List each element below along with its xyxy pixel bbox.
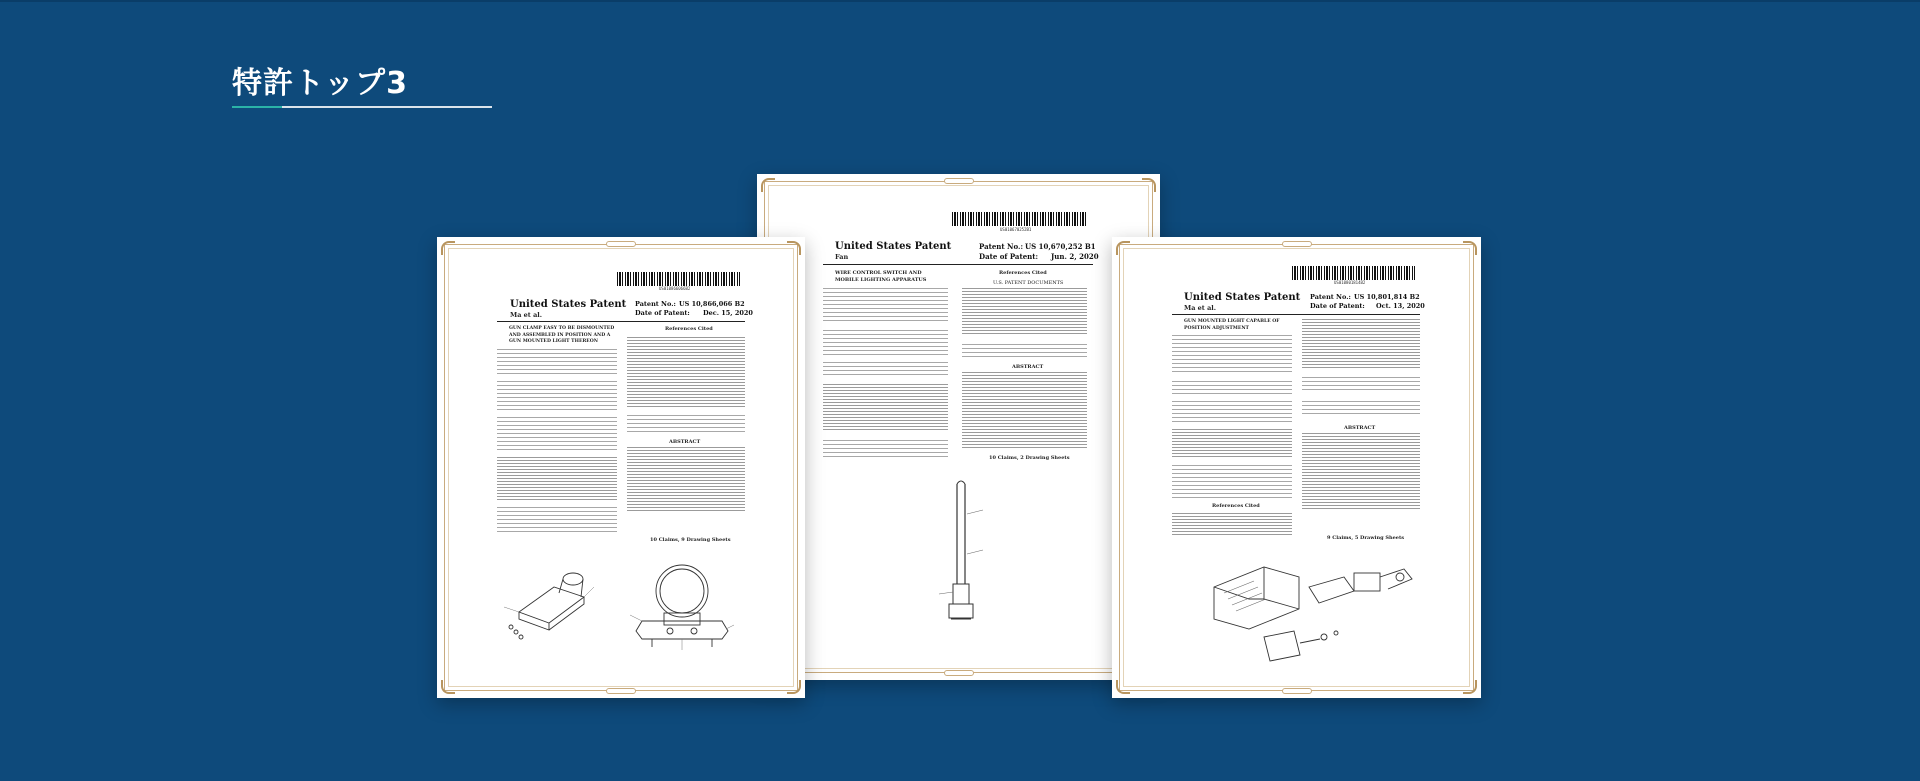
references-text (1172, 513, 1292, 535)
header-rule (823, 264, 1093, 265)
patent-card-3[interactable] (1112, 237, 1481, 698)
classification-search-text (823, 440, 948, 460)
barcode (617, 272, 740, 286)
page-title: 特許トップ3 (232, 66, 408, 101)
patent-office: United States Patent (510, 299, 627, 310)
top-ornament (944, 178, 974, 184)
top-ornament (1282, 241, 1312, 247)
barcode-number: US010866066B2 (659, 286, 691, 291)
invention-title: GUN CLAMP EASY TO BE DISMOUNTED AND ASSEMBLED IN POSITION AND A GUN MOUNTED LIGHT THEREON (509, 326, 615, 344)
bottom-ornament (1282, 688, 1312, 694)
references-heading: References Cited (665, 326, 713, 332)
date-label: Date of Patent: (1310, 302, 1365, 310)
classification-text (823, 384, 948, 432)
patent-date: Oct. 13, 2020 (1376, 302, 1425, 310)
date-label: Date of Patent: (635, 309, 690, 317)
biblio-text (823, 362, 948, 376)
corner-ornament (1463, 241, 1477, 255)
biblio-text (497, 381, 617, 411)
patent-office: United States Patent (1184, 292, 1301, 303)
us-docs-heading: U.S. PATENT DOCUMENTS (993, 280, 1064, 286)
bottom-ornament (606, 688, 636, 694)
top-ornament (606, 241, 636, 247)
inventor-short: Ma et al. (510, 311, 543, 319)
bottom-ornament (944, 670, 974, 676)
barcode-number: US010670252B1 (1000, 227, 1032, 232)
invention-title: WIRE CONTROL SWITCH AND MOBILE LIGHTING APPARATUS (835, 270, 927, 283)
references-text (962, 288, 1087, 336)
priority-text (497, 417, 617, 451)
patent-card-2[interactable] (757, 174, 1160, 680)
biblio-text (1172, 381, 1292, 395)
abstract-text (1302, 433, 1420, 509)
gun-clamp-drawing-right (622, 555, 752, 655)
gun-light-drawing (1204, 547, 1419, 667)
barcode-number: US010801814B2 (1334, 280, 1366, 285)
examiner-text (1302, 401, 1420, 417)
abstract-heading: ABSTRACT (1012, 364, 1044, 370)
corner-ornament (1116, 241, 1130, 255)
switch-drawing (927, 474, 1007, 634)
corner-ornament (761, 178, 775, 192)
corner-ornament (787, 241, 801, 255)
classification-search-text (497, 507, 617, 535)
priority-text (1172, 401, 1292, 423)
abstract-text (627, 447, 745, 513)
abstract-heading: ABSTRACT (1344, 425, 1376, 431)
abstract-text (962, 372, 1087, 450)
biblio-text (823, 330, 948, 356)
patent-number-label: Patent No.: (635, 300, 676, 308)
patent-office: United States Patent (835, 241, 952, 252)
biblio-text (1172, 335, 1292, 375)
patent-number: US 10,866,066 B2 (679, 300, 745, 308)
corner-ornament (1116, 680, 1130, 694)
corner-ornament (441, 680, 455, 694)
inventor-short: Ma et al. (1184, 304, 1217, 312)
header-rule (497, 321, 745, 322)
header-rule (1172, 314, 1420, 315)
examiner-text (627, 415, 745, 433)
claims-line: 9 Claims, 5 Drawing Sheets (1327, 535, 1405, 541)
invention-title: GUN MOUNTED LIGHT CAPABLE OF POSITION ADJUSTMENT (1184, 319, 1280, 331)
patent-number-label: Patent No.: (979, 242, 1024, 251)
title-underline (232, 106, 492, 108)
date-label: Date of Patent: (979, 252, 1039, 261)
corner-ornament (441, 241, 455, 255)
corner-ornament (1463, 680, 1477, 694)
barcode (1292, 266, 1415, 280)
classification-text (497, 457, 617, 501)
inventor-short: Fan (835, 253, 849, 261)
patent-number: US 10,801,814 B2 (1354, 293, 1420, 301)
examiner-text (962, 344, 1087, 358)
corner-ornament (1142, 178, 1156, 192)
claims-line: 10 Claims, 2 Drawing Sheets (989, 455, 1070, 461)
references-text (1172, 465, 1292, 499)
barcode (952, 212, 1087, 226)
references-text (1302, 319, 1420, 369)
top-edge-line (0, 0, 1920, 2)
foreign-docs-text (1302, 377, 1420, 393)
references-heading: References Cited (1212, 503, 1260, 509)
references-heading: References Cited (999, 270, 1047, 276)
patent-number-label: Patent No.: (1310, 293, 1351, 301)
biblio-text (497, 349, 617, 375)
abstract-heading: ABSTRACT (669, 439, 701, 445)
patent-date: Jun. 2, 2020 (1051, 252, 1099, 261)
classification-text (1172, 429, 1292, 459)
corner-ornament (787, 680, 801, 694)
patent-number: US 10,670,252 B1 (1025, 242, 1096, 251)
claims-line: 10 Claims, 9 Drawing Sheets (650, 537, 731, 543)
patent-date: Dec. 15, 2020 (703, 309, 753, 317)
patent-card-1[interactable] (437, 237, 805, 698)
references-text (627, 337, 745, 409)
gun-clamp-drawing-left (499, 557, 609, 647)
biblio-text (823, 288, 948, 324)
